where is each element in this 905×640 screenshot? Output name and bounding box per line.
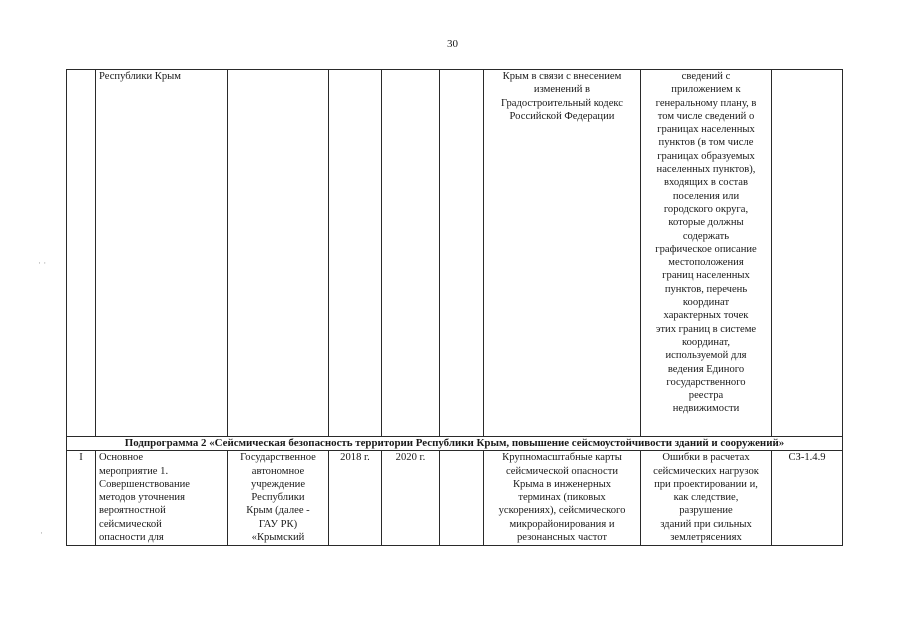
text-line: координат [682,297,730,309]
text-line: сейсмической [99,518,162,530]
cell-empty [440,70,484,437]
task-number: I [67,451,96,546]
text-line: том числе сведений о [657,110,755,122]
text-line: Крыма в инженерных [512,478,612,490]
text-line: характерных точек [663,310,749,322]
text-line: землетрясениях [670,532,742,544]
text-line: Российской Федерации [509,110,615,122]
text-line: Градостроительный кодекс [501,97,623,109]
text-line: недвижимости [672,403,740,415]
text-line: мероприятие 1. [99,465,169,477]
text-line: границах населенных [657,124,755,136]
task-row [67,451,843,546]
text-line: местоположения [668,257,744,269]
text-line: опасности для [99,532,164,544]
text-line: ускорениях), сейсмического [498,505,626,517]
text-line: городского округа, [663,203,749,215]
text-line: микрорайонирования и [509,518,615,530]
text-line: ведения Единого [667,363,745,375]
text-line: Государственное [240,452,316,464]
text-line: терминах (пиковых [518,492,606,504]
task-code: СЗ-1.4.9 [772,451,843,546]
text-line: «Крымский [251,532,305,544]
text-line: Основное [99,452,144,464]
text-line: сведений с [681,71,731,82]
text-line: Республики Крым [99,71,181,82]
text-line: координат, [682,336,730,348]
text-line: поселения или [672,190,740,202]
text-line: сейсмической опасности [505,465,619,477]
scan-mark: · · [38,258,47,268]
page-number: 30 [447,38,458,50]
text-line: используемой для [665,350,747,362]
text-line: которые должны [668,217,744,229]
task-end-year: 2020 г. [382,451,440,546]
text-line: резонансных частот [516,532,608,544]
task-consequences [641,451,772,546]
text-line: Республики [251,492,305,504]
text-line: Совершенствование [99,478,190,490]
text-line: ГАУ РК) [258,518,298,530]
text-line: содержать [682,230,730,242]
cell-end [382,70,440,437]
subprogram-title: Подпрограмма 2 «Сейсмическая безопасность территории Республики Крым, повышение сейсмоустойчивости зданий и сооружений» [67,437,843,451]
subprogram-row [67,437,843,451]
text-line: изменений в [533,84,591,96]
cell-num [67,70,96,437]
text-line: этих границ в системе [655,323,757,335]
text-line: учреждение [250,478,306,490]
program-table [66,69,843,546]
text-line: сейсмических нагрузок [653,465,759,477]
cell-start [329,70,382,437]
text-line: графическое описание [655,243,757,255]
text-line: населенных пунктов), [656,164,756,176]
cell-event [96,70,228,437]
text-line: пунктов, перечень [664,283,748,295]
text-line: Ошибки в расчетах [662,452,750,464]
cell-result [484,70,641,437]
task-result [484,451,641,546]
text-line: разрушение [679,505,733,517]
text-line: Крупномасштабные карты [502,452,622,464]
text-line: зданий при сильных [660,518,752,530]
text-line: реестра [688,390,724,402]
text-line: вероятностной [99,505,166,517]
text-line: государственного [666,376,746,388]
task-empty [440,451,484,546]
text-line: Крым (далее - [246,505,310,517]
text-line: как следствие, [673,492,739,504]
text-line: методов уточнения [99,492,185,504]
text-line: автономное [251,465,305,477]
scan-mark: · [40,528,43,538]
task-event [96,451,228,546]
text-line: Крым в связи с внесением [502,71,622,82]
text-line: входящих в состав [664,177,748,189]
text-line: генеральному плану, в [655,97,757,109]
text-line: границах образуемых [657,150,755,162]
task-start-year: 2018 г. [329,451,382,546]
text-line: границ населенных [662,270,750,282]
text-line: пунктов (в том числе [658,137,754,149]
text-line: при проектировании и, [654,478,758,490]
task-executor [228,451,329,546]
cell-consequences [641,70,772,437]
text-line: приложением к [671,84,741,96]
cell-code [772,70,843,437]
continuation-row [67,70,843,437]
cell-executor [228,70,329,437]
